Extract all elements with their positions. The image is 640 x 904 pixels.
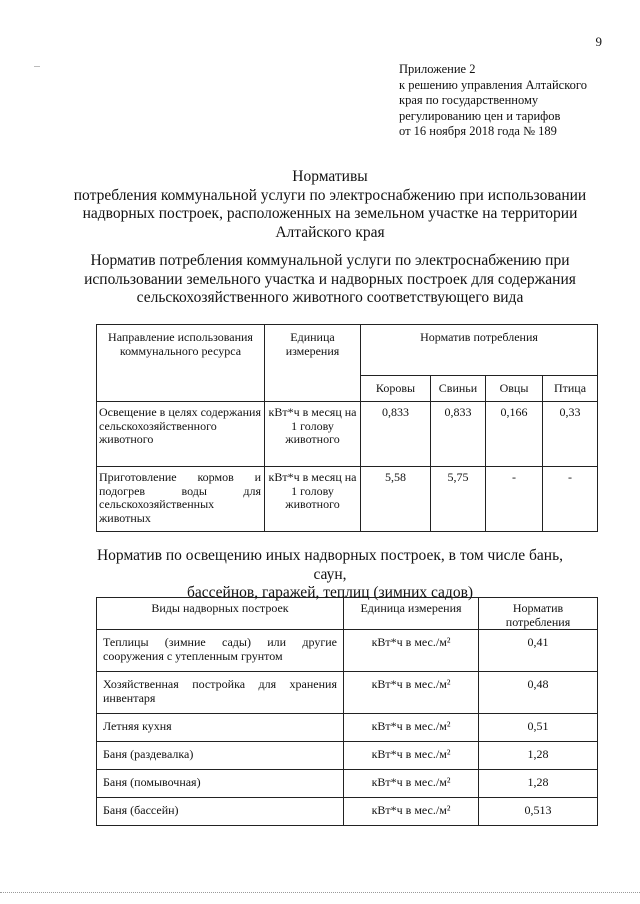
cell-value: 0,48 bbox=[479, 672, 598, 714]
table-row bbox=[97, 467, 598, 532]
section1-title-line: использовании земельного участка и надворных построек для содержания bbox=[84, 270, 576, 288]
annex-line: Приложение 2 bbox=[399, 62, 476, 76]
cell-unit: кВт*ч в месяц на 1 голову животного bbox=[265, 467, 361, 532]
table-row bbox=[97, 798, 598, 826]
header-animal: Овцы bbox=[486, 376, 543, 402]
header-unit: Единица измерения bbox=[344, 598, 479, 630]
cell-value: - bbox=[486, 467, 543, 532]
cell-building: Баня (бассейн) bbox=[97, 798, 344, 826]
scan-mark bbox=[34, 66, 40, 67]
annex-line: от 16 ноября 2018 года № 189 bbox=[399, 124, 557, 139]
table-row bbox=[97, 630, 598, 672]
header-norm: Норматив потребления bbox=[361, 325, 598, 376]
table-row bbox=[97, 742, 598, 770]
cell-unit: кВт*ч в мес./м² bbox=[344, 742, 479, 770]
header-norm: Норматив потребления bbox=[479, 598, 598, 630]
cell-building: Хозяйственная постройка для хранения инвентаря bbox=[97, 672, 344, 714]
cell-unit: кВт*ч в мес./м² bbox=[344, 630, 479, 672]
title-line: потребления коммунальной услуги по электроснабжению при использовании bbox=[73, 186, 587, 204]
section1-title bbox=[55, 252, 605, 308]
cell-value: 0,41 bbox=[479, 630, 598, 672]
cell-unit: кВт*ч в мес./м² bbox=[344, 798, 479, 826]
cell-building: Летняя кухня bbox=[97, 714, 344, 742]
header-unit: Единица измерения bbox=[265, 325, 361, 402]
cell-value: 5,58 bbox=[361, 467, 431, 532]
cell-value: 1,28 bbox=[479, 770, 598, 798]
cell-value: 0,833 bbox=[361, 402, 431, 467]
cell-building: Теплицы (зимние сады) или другие сооружения с утепленным грунтом bbox=[97, 630, 344, 672]
page-number: 9 bbox=[595, 34, 602, 49]
title-line: Алтайского края bbox=[275, 223, 385, 241]
cell-unit: кВт*ч в мес./м² bbox=[344, 770, 479, 798]
cell-direction: Освещение в целях содержания сельскохозяйственного животного bbox=[97, 402, 265, 467]
table-row bbox=[97, 770, 598, 798]
cell-value: 1,28 bbox=[479, 742, 598, 770]
cell-value: 5,75 bbox=[431, 467, 486, 532]
cell-value: - bbox=[543, 467, 598, 532]
table-row bbox=[97, 672, 598, 714]
cell-value: 0,513 bbox=[479, 798, 598, 826]
cell-value: 0,33 bbox=[543, 402, 598, 467]
header-building-type: Виды надворных построек bbox=[97, 598, 344, 630]
cell-value: 0,833 bbox=[431, 402, 486, 467]
section1-title-line: сельскохозяйственного животного соответствующего вида bbox=[136, 289, 524, 306]
section2-title-line: бассейнов, гаражей, теплиц (зимних садов) bbox=[186, 584, 474, 601]
cell-direction: Приготовление кормов и подогрев воды для сельскохозяйственных животных bbox=[97, 467, 265, 532]
document-title bbox=[60, 168, 600, 242]
title-heading: Нормативы bbox=[292, 168, 368, 185]
cell-building: Баня (помывочная) bbox=[97, 770, 344, 798]
title-line: надворных построек, расположенных на земельном участке на территории bbox=[82, 205, 578, 222]
annex-line: края по государственному bbox=[399, 93, 539, 108]
cell-unit: кВт*ч в мес./м² bbox=[344, 714, 479, 742]
annex-block bbox=[399, 62, 587, 140]
section2-title bbox=[80, 547, 580, 603]
cell-unit: кВт*ч в месяц на 1 голову животного bbox=[265, 402, 361, 467]
cell-value: 0,166 bbox=[486, 402, 543, 467]
header-animal: Свиньи bbox=[431, 376, 486, 402]
section1-title-line: Норматив потребления коммунальной услуги по электроснабжению при bbox=[90, 252, 570, 269]
cell-unit: кВт*ч в мес./м² bbox=[344, 672, 479, 714]
livestock-norms-table bbox=[96, 324, 598, 532]
table-row bbox=[97, 402, 598, 467]
table-row bbox=[97, 714, 598, 742]
header-animal: Коровы bbox=[361, 376, 431, 402]
annex-line: регулированию цен и тарифов bbox=[399, 108, 561, 123]
outbuildings-norms-table bbox=[96, 597, 598, 826]
section2-title-line: Норматив по освещению иных надворных построек, в том числе бань, саун, bbox=[96, 547, 564, 583]
header-direction: Направление использования коммунального ресурса bbox=[97, 325, 265, 402]
cell-value: 0,51 bbox=[479, 714, 598, 742]
annex-line: к решению управления Алтайского bbox=[399, 77, 587, 92]
header-animal: Птица bbox=[543, 376, 598, 402]
cell-building: Баня (раздевалка) bbox=[97, 742, 344, 770]
page-edge-line bbox=[0, 892, 640, 893]
